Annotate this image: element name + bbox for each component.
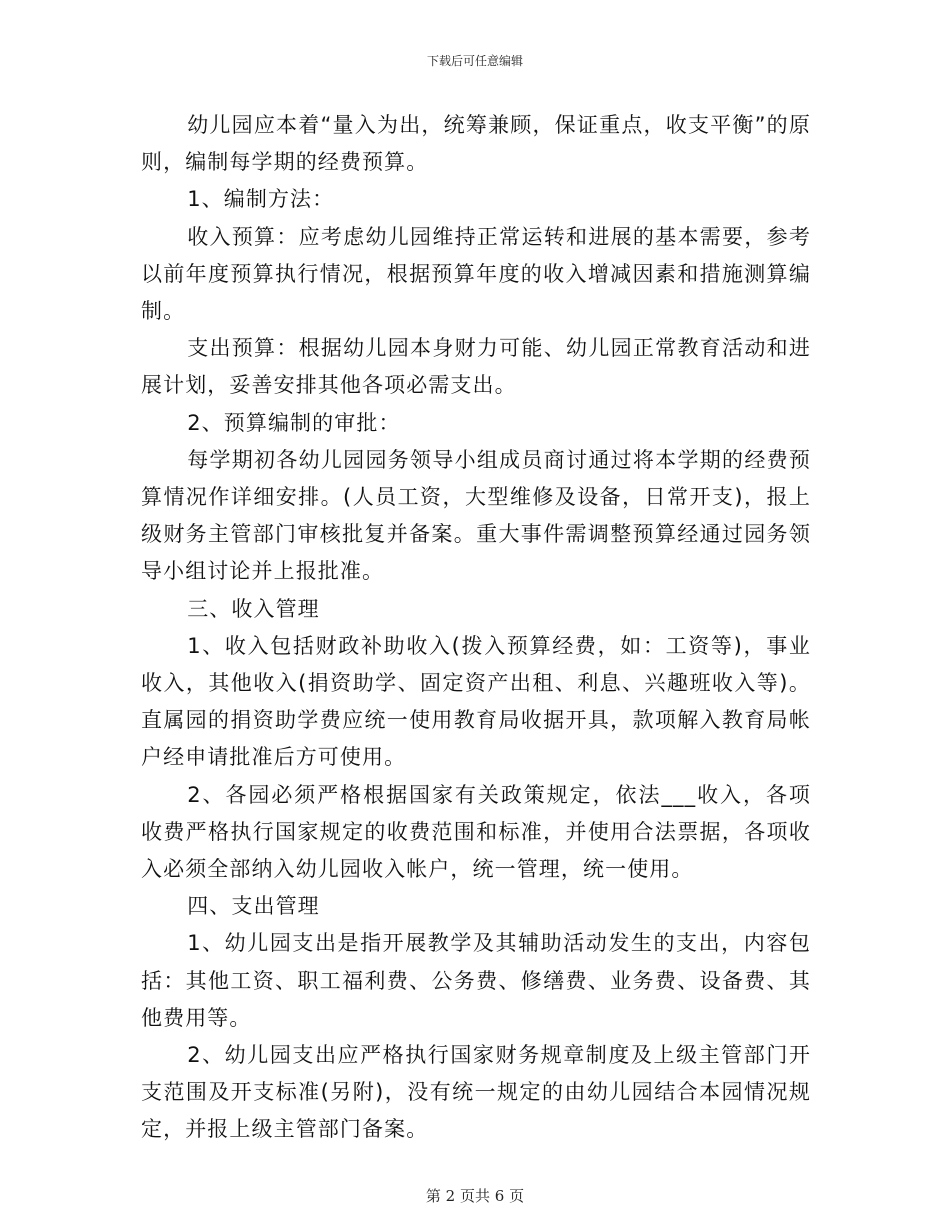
paragraph: 收入预算：应考虑幼儿园维持正常运转和进展的基本需要，参考以前年度预算执行情况，根据预算年度的收入增减因素和措施测算编制。 [141,224,811,324]
page-header: 下载后可任意编辑 [426,54,523,68]
paragraph: 幼儿园应本着“量入为出，统筹兼顾，保证重点，收支平衡”的原则，编制每学期的经费预算。 [141,113,811,175]
page-number: 第 2 页共 6 页 [425,1187,525,1205]
section-heading: 2、预算编制的审批： [187,410,401,435]
section-heading: 四、支出管理 [187,894,320,919]
paragraph: 1、收入包括财政补助收入(拨入预算经费，如：工资等)，事业收入，其他收入(捐资助学、固定资产出租、利息、兴趣班收入等)。直属园的捐资助学费应统一使用教育局收据开具，款项解入教育局帐户经申请批准后方可使用。 [141,633,811,770]
paragraph: 2、幼儿园支出应严格执行国家财务规章制度及上级主管部门开支范围及开支标准(另附)，没有统一规定的由幼儿园结合本园情况规定，并报上级主管部门备案。 [141,1043,811,1142]
paragraph: 支出预算：根据幼儿园本身财力可能、幼儿园正常教育活动和进展计划，妥善安排其他各项必需支出。 [141,336,811,398]
section-heading: 1、编制方法： [187,187,335,212]
paragraph: 1、幼儿园支出是指开展教学及其辅助活动发生的支出，内容包括：其他工资、职工福利费、公务费、修缮费、业务费、设备费、其他费用等。 [141,931,811,1030]
paragraph: 2、各园必须严格根据国家有关政策规定，依法___收入，各项收费严格执行国家规定的收费范围和标准，并使用合法票据，各项收入必须全部纳入幼儿园收入帐户，统一管理，统一使用。 [141,782,811,882]
section-heading: 三、收入管理 [187,596,320,621]
document-body [141,107,811,1149]
paragraph: 每学期初各幼儿园园务领导小组成员商讨通过将本学期的经费预算情况作详细安排。(人员工资，大型维修及设备，日常开支)，报上级财务主管部门审核批复并备案。重大事件需调整预算经通过园务领导小组讨论并上报批准。 [141,447,811,584]
